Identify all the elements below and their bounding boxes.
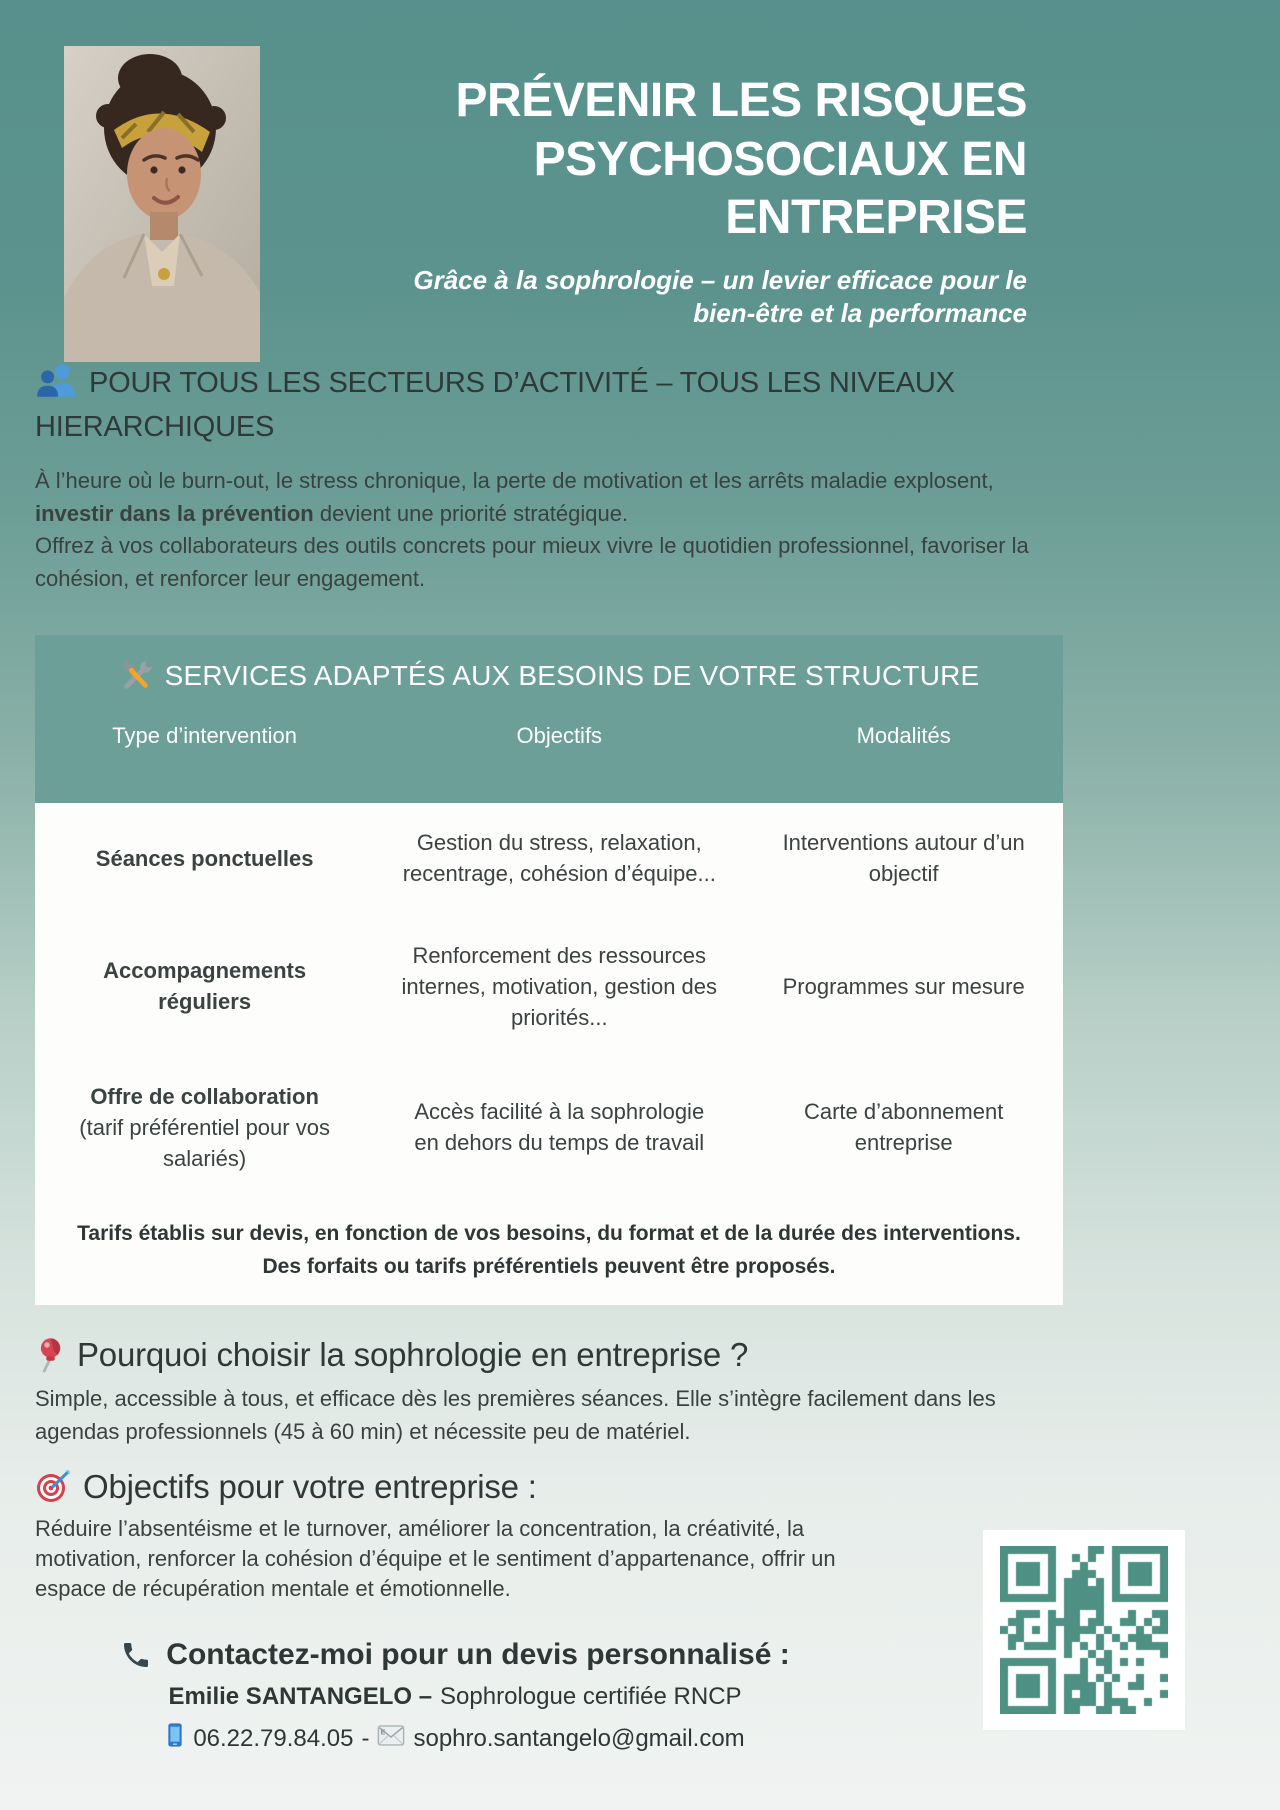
audience-paragraph-2: Offrez à vos collaborateurs des outils concrets pour mieux vivre le quotidien professionnel, favoriser la cohésion, et renforcer leur engagement. (35, 533, 1029, 591)
cell-modalites: Programmes sur mesure (782, 973, 1025, 999)
cell-type-text: Accompagnements réguliers (103, 958, 307, 1014)
why-heading-text: Pourquoi choisir la sophrologie en entreprise ? (77, 1336, 749, 1373)
qr-code (983, 1530, 1185, 1730)
contact-separator: - (361, 1724, 370, 1752)
email-icon (377, 1725, 405, 1753)
services-header-band (35, 635, 1063, 803)
objectives-section (35, 1468, 875, 1604)
cell-modalites: Interventions autour d’un objectif (782, 830, 1025, 886)
target-icon (35, 1469, 71, 1505)
portrait-illustration (64, 46, 260, 362)
audience-heading (35, 362, 1075, 449)
tarifs-line-1: Tarifs établis sur devis, en fonction de vos besoins, du format et de la durée des interventions. (77, 1222, 1021, 1245)
tools-icon (119, 659, 153, 693)
services-title-row (35, 659, 1063, 693)
contact-phone-line (0, 1722, 910, 1755)
contact-section (0, 1638, 910, 1755)
mobile-phone-icon (165, 1722, 185, 1755)
cell-type-text: Offre de collaboration (90, 1083, 319, 1109)
tarifs-line-2: Des forfaits ou tarifs préférentiels peuvent être proposés. (262, 1255, 836, 1278)
table-row (35, 813, 1063, 903)
cell-objectifs: Accès facilité à la sophrologie en dehors du temps de travail (414, 1099, 705, 1155)
cell-objectifs: Gestion du stress, relaxation, recentrage, cohésion d’équipe... (402, 830, 716, 886)
pushpin-icon (35, 1336, 65, 1374)
paragraph-bold-text: investir dans la prévention (35, 500, 314, 526)
paragraph-text: À l’heure où le burn-out, le stress chronique, la perte de motivation et les arrêts maladie explosent, (35, 468, 994, 493)
contact-name: Emilie SANTANGELO – (168, 1683, 433, 1710)
why-section (35, 1336, 1047, 1448)
table-column-headers (35, 723, 1063, 749)
table-row (35, 1072, 1063, 1182)
column-header-type: Type d’intervention (112, 723, 297, 748)
services-card (35, 635, 1063, 1305)
table-row (35, 931, 1063, 1041)
email-address[interactable]: sophro.santangelo@gmail.com (413, 1724, 745, 1752)
cell-type (35, 1072, 374, 1182)
cell-modalites: Carte d’abonnement entreprise (803, 1099, 1004, 1155)
contact-heading (0, 1638, 910, 1672)
objectives-heading (35, 1468, 875, 1506)
audience-section (35, 362, 1075, 595)
cell-type (35, 931, 374, 1041)
portrait-photo (64, 46, 260, 362)
contact-name-line (0, 1683, 910, 1711)
audience-paragraph-1 (35, 465, 1075, 530)
page-subtitle: Grâce à la sophrologie – un levier efficace pour le bien-être et la performance (413, 264, 1027, 329)
cell-objectifs: Renforcement des ressources internes, motivation, gestion des priorités... (401, 942, 718, 1030)
tarifs-note (35, 1217, 1063, 1283)
objectives-text: Réduire l’absentéisme et le turnover, améliorer la concentration, la créativité, la motivation, renforcer la cohésion d’équipe et le sentiment d’appartenance, offrir un espace de récupération mentale et émotionnelle. (35, 1516, 836, 1601)
column-header-modalites: Modalités (856, 723, 951, 748)
contact-heading-text: Contactez-moi pour un devis personnalisé : (166, 1638, 790, 1671)
page-title: PRÉVENIR LES RISQUES PSYCHOSOCIAUX EN ENTREPRISE (455, 74, 1027, 245)
contact-title: Sophrologue certifiée RNCP (440, 1683, 742, 1710)
objectives-heading-text: Objectifs pour votre entreprise : (83, 1468, 537, 1505)
people-icon (35, 362, 77, 398)
phone-icon (120, 1639, 152, 1671)
paragraph-text: devient une priorité stratégique. (313, 500, 629, 526)
services-title: SERVICES ADAPTÉS AUX BESOINS DE VOTRE STRUCTURE (164, 660, 980, 691)
phone-number: 06.22.79.84.05 (193, 1724, 354, 1752)
cell-type-note: (tarif préférentiel pour vos salariés) (79, 1114, 330, 1171)
column-header-objectifs: Objectifs (516, 723, 603, 748)
why-heading (35, 1336, 1047, 1374)
audience-heading-text: POUR TOUS LES SECTEURS D’ACTIVITÉ – TOUS LES NIVEAUX HIERARCHIQUES (35, 367, 955, 443)
svg-text:E: E (380, 1726, 386, 1736)
why-text: Simple, accessible à tous, et efficace dès les premières séances. Elle s’intègre facilement dans les agendas professionnels (45 à 60 min) et nécessite peu de matériel. (35, 1386, 996, 1444)
header-block (367, 72, 1027, 331)
cell-type-text: Séances ponctuelles (95, 845, 314, 871)
cell-type (35, 813, 374, 903)
